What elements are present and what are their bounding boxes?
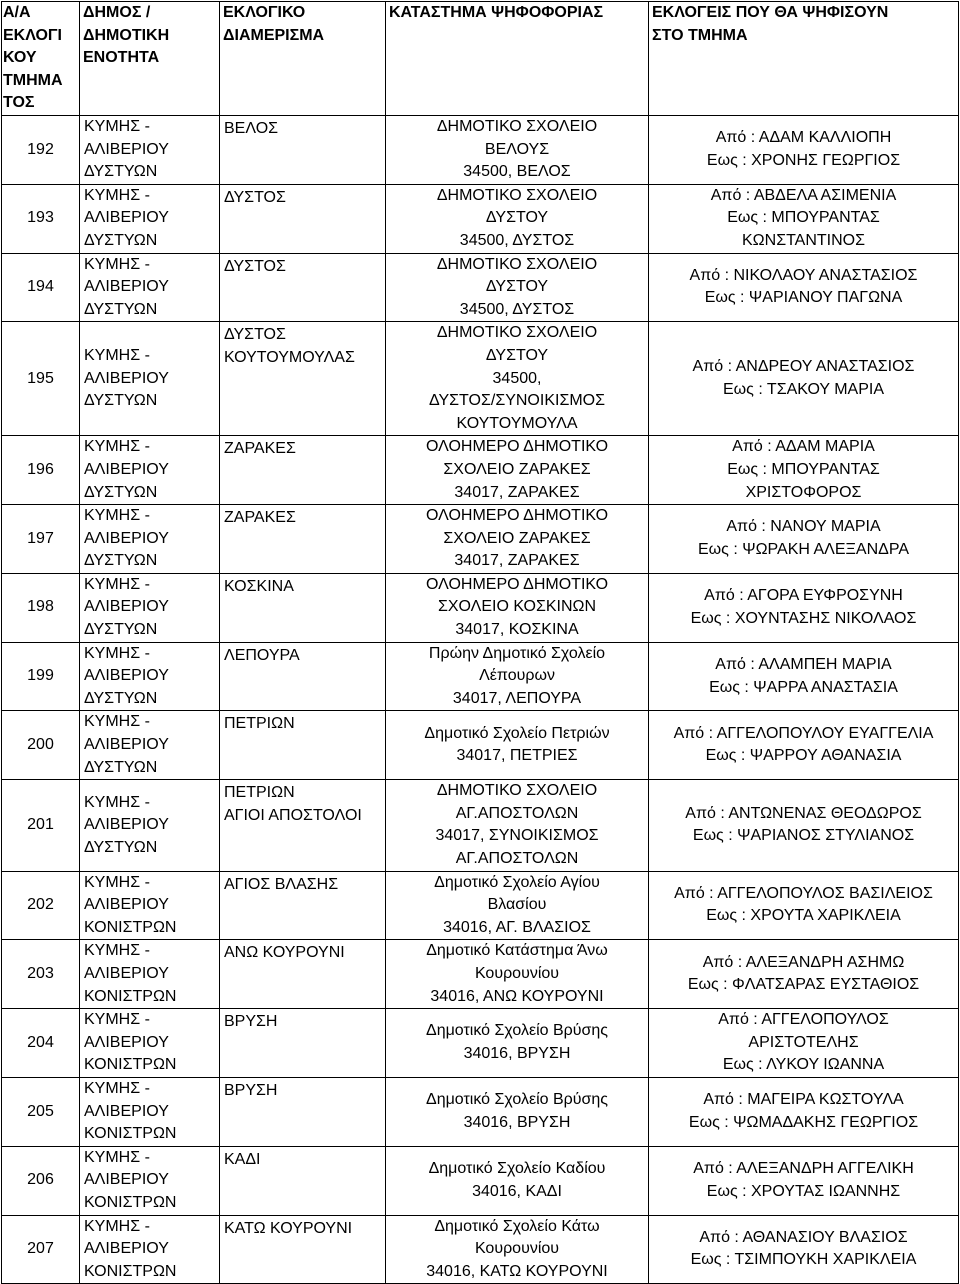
text-line: ΚΟΝΙΣΤΡΩΝ: [84, 1125, 177, 1143]
text-line: ΚΑΤΑΣΤΗΜΑ ΨΗΦΟΦΟΡΙΑΣ: [389, 4, 604, 21]
text-line: Α/Α: [3, 4, 31, 21]
header-aa: [2, 2, 80, 116]
text-line: ΚΥΜΗΣ -: [84, 713, 150, 731]
text-line: 34017, ΣΥΝΟΙΚΙΣΜΟΣ: [435, 827, 599, 845]
section-number-cell: 195: [2, 322, 80, 436]
text-line: 34017, ΖΑΡΑΚΕΣ: [454, 552, 580, 570]
text-line: ΑΓΙΟΙ ΑΠΟΣΤΟΛΟΙ: [224, 806, 362, 824]
text-line: ΑΛΙΒΕΡΙΟΥ: [84, 529, 169, 547]
section-number-cell: 198: [2, 573, 80, 642]
text-line: ΑΛΙΒΕΡΙΟΥ: [84, 1102, 169, 1120]
voters-range-cell: [649, 573, 959, 642]
header-row: [2, 2, 959, 116]
municipality-cell: [80, 642, 220, 711]
text-line: ΑΛΙΒΕΡΙΟΥ: [84, 1171, 169, 1189]
text-line: ΔΗΜΟΤΙΚΟ ΣΧΟΛΕΙΟ: [436, 255, 598, 273]
text-line: Κουρουνίου: [474, 1240, 560, 1258]
text-line: ΠΕΤΡΙΩΝ: [224, 715, 295, 733]
header-voters: [649, 2, 959, 116]
text-line: ΚΥΜΗΣ -: [84, 186, 150, 204]
polling-station-cell: [386, 1215, 649, 1284]
text-line: Δημοτικό Σχολείο Κάτω: [434, 1217, 600, 1235]
section-number-cell: 199: [2, 642, 80, 711]
text-line: ΚΥΜΗΣ -: [84, 575, 150, 593]
text-line: ΑΡΙΣΤΟΤΕΛΗΣ: [748, 1033, 859, 1051]
text-line: ΕΚΛΟΓΙΚΟ: [223, 4, 306, 21]
text-line: Εως : ΧΟΥΝΤΑΣΗΣ ΝΙΚΟΛΑΟΣ: [690, 609, 917, 627]
text-line: Από : ΑΛΕΞΑΝΔΡΗ ΑΓΓΕΛΙΚΗ: [693, 1160, 914, 1178]
electoral-district-cell: [220, 642, 386, 711]
text-line: ΣΧΟΛΕΙΟ ΚΟΣΚΙΝΩΝ: [437, 598, 597, 616]
voters-range-cell: [649, 505, 959, 574]
polling-stations-table: [1, 1, 959, 1284]
section-number-cell: 203: [2, 940, 80, 1009]
section-number-cell: 207: [2, 1215, 80, 1284]
table-row: [2, 322, 959, 436]
text-line: ΚΟΝΙΣΤΡΩΝ: [84, 1262, 177, 1280]
text-line: Εως : ΧΡΟΝΗΣ ΓΕΩΡΓΙΟΣ: [706, 151, 901, 169]
text-line: ΤΟΣ: [3, 94, 35, 112]
electoral-district-cell: [220, 116, 386, 185]
text-line: ΑΛΙΒΕΡΙΟΥ: [84, 369, 169, 387]
text-line: ΚΥΜΗΣ -: [84, 1011, 150, 1029]
polling-station-cell: [386, 1146, 649, 1215]
text-line: Εως : ΧΡΟΥΤΑΣ ΙΩΑΝΝΗΣ: [706, 1182, 901, 1200]
text-line: ΔΥΣΤΟΥ: [485, 209, 549, 227]
table-row: [2, 871, 959, 940]
text-line: 34500, ΔΥΣΤΟΣ: [459, 231, 575, 249]
text-line: ΚΟΝΙΣΤΡΩΝ: [84, 918, 177, 936]
text-line: Από : ΑΓΓΕΛΟΠΟΥΛΟΣ ΒΑΣΙΛΕΙΟΣ: [674, 884, 933, 902]
text-line: ΒΕΛΟΥΣ: [484, 140, 550, 158]
section-number-cell: 201: [2, 780, 80, 871]
text-line: ΚΥΜΗΣ -: [84, 873, 150, 891]
text-line: ΚΑΤΩ ΚΟΥΡΟΥΝΙ: [224, 1219, 353, 1237]
section-number-cell: 200: [2, 711, 80, 780]
text-line: ΚΥΜΗΣ -: [84, 1148, 150, 1166]
polling-station-cell: [386, 116, 649, 185]
text-line: ΚΥΜΗΣ -: [84, 793, 150, 811]
municipality-cell: [80, 253, 220, 322]
table-row: [2, 711, 959, 780]
text-line: ΚΥΜΗΣ -: [84, 438, 150, 456]
table-row: [2, 505, 959, 574]
section-number-cell: 194: [2, 253, 80, 322]
electoral-district-cell: [220, 1009, 386, 1078]
text-line: 34016, ΒΡΥΣΗ: [463, 1113, 571, 1131]
text-line: ΣΧΟΛΕΙΟ ΖΑΡΑΚΕΣ: [443, 529, 591, 547]
text-line: ΔΗΜΟΤΙΚΟ ΣΧΟΛΕΙΟ: [436, 118, 598, 135]
voters-range-cell: [649, 253, 959, 322]
municipality-cell: [80, 1146, 220, 1215]
text-line: Εως : ΤΣΑΚΟΥ ΜΑΡΙΑ: [723, 380, 884, 398]
municipality-cell: [80, 711, 220, 780]
text-line: ΑΝΩ ΚΟΥΡΟΥΝΙ: [224, 944, 345, 962]
text-line: ΔΥΣΤΟΣ: [224, 257, 286, 275]
table-row: [2, 780, 959, 871]
header-katastima: [386, 2, 649, 116]
section-number-cell: 192: [2, 116, 80, 185]
text-line: ΚΟΝΙΣΤΡΩΝ: [84, 987, 177, 1005]
municipality-cell: [80, 780, 220, 871]
table-row: [2, 573, 959, 642]
text-line: Δημοτικό Σχολείο Βρύσης: [426, 1022, 608, 1040]
table-row: [2, 1215, 959, 1284]
polling-station-cell: [386, 184, 649, 253]
text-line: Εως : ΨΩΡΑΚΗ ΑΛΕΞΑΝΔΡΑ: [698, 540, 909, 558]
table-row: [2, 253, 959, 322]
text-line: ΔΥΣΤΟΣ: [224, 188, 286, 206]
text-line: Από : ΑΓΓΕΛΟΠΟΥΛΟΣ: [718, 1011, 889, 1029]
electoral-district-cell: [220, 780, 386, 871]
text-line: Εως : ΧΡΟΥΤΑ ΧΑΡΙΚΛΕΙΑ: [706, 907, 901, 925]
voters-range-cell: [649, 116, 959, 185]
text-line: Εως : ΜΠΟΥΡΑΝΤΑΣ: [727, 209, 880, 227]
text-line: Εως : ΨΑΡΙΑΝΟΣ ΣΤΥΛΙΑΝΟΣ: [692, 827, 915, 845]
polling-station-cell: [386, 1077, 649, 1146]
electoral-district-cell: [220, 253, 386, 322]
text-line: ΛΕΠΟΥΡΑ: [224, 646, 300, 664]
text-line: ΧΡΙΣΤΟΦΟΡΟΣ: [745, 483, 862, 501]
text-line: Βλασίου: [487, 896, 547, 914]
electoral-district-cell: [220, 322, 386, 436]
table-row: [2, 184, 959, 253]
text-line: ΑΛΙΒΕΡΙΟΥ: [84, 1033, 169, 1051]
text-line: ΔΥΣΤΥΩΝ: [84, 621, 158, 639]
electoral-district-cell: [220, 871, 386, 940]
text-line: Από : ΑΓΟΡΑ ΕΥΦΡΟΣΥΝΗ: [704, 587, 903, 605]
text-line: Εως : ΨΑΡΡΟΥ ΑΘΑΝΑΣΙΑ: [705, 747, 902, 765]
municipality-cell: [80, 116, 220, 185]
voters-range-cell: [649, 1009, 959, 1078]
voters-range-cell: [649, 1146, 959, 1215]
text-line: 34016, ΒΡΥΣΗ: [463, 1045, 571, 1063]
text-line: ΒΡΥΣΗ: [224, 1081, 278, 1099]
text-line: 34017, ΠΕΤΡΙΕΣ: [456, 747, 578, 765]
text-line: ΔΥΣΤΟΣ/ΣΥΝΟΙΚΙΣΜΟΣ: [428, 392, 605, 410]
text-line: ΖΑΡΑΚΕΣ: [224, 509, 296, 527]
text-line: ΚΥΜΗΣ -: [84, 255, 150, 273]
text-line: ΑΓΙΟΣ ΒΛΑΣΗΣ: [224, 875, 339, 893]
electoral-district-cell: [220, 940, 386, 1009]
text-line: Εως : ΜΠΟΥΡΑΝΤΑΣ: [727, 460, 880, 478]
text-line: Από : ΑΛΑΜΠΕΗ ΜΑΡΙΑ: [715, 655, 892, 673]
municipality-cell: [80, 1077, 220, 1146]
text-line: 34017, ΖΑΡΑΚΕΣ: [454, 483, 580, 501]
text-line: Εως : ΨΑΡΙΑΝΟΥ ΠΑΓΩΝΑ: [704, 289, 903, 307]
municipality-cell: [80, 184, 220, 253]
text-line: ΟΛΟΗΜΕΡΟ ΔΗΜΟΤΙΚΟ: [425, 507, 609, 525]
table-row: [2, 940, 959, 1009]
electoral-district-cell: [220, 1215, 386, 1284]
polling-station-cell: [386, 711, 649, 780]
text-line: 34016, ΚΑΔΙ: [472, 1182, 562, 1200]
table-row: [2, 642, 959, 711]
text-line: Από : ΝΑΝΟΥ ΜΑΡΙΑ: [726, 518, 881, 536]
voters-range-cell: [649, 940, 959, 1009]
text-line: Από : ΑΓΓΕΛΟΠΟΥΛΟΥ ΕΥΑΓΓΕΛΙΑ: [673, 724, 934, 742]
voters-range-cell: [649, 436, 959, 505]
text-line: ΑΛΙΒΕΡΙΟΥ: [84, 667, 169, 685]
polling-station-cell: [386, 1009, 649, 1078]
text-line: 34017, ΚΟΣΚΙΝΑ: [455, 621, 579, 639]
polling-station-cell: [386, 871, 649, 940]
text-line: ΔΥΣΤΥΩΝ: [84, 392, 158, 410]
electoral-district-cell: [220, 184, 386, 253]
section-number-cell: 196: [2, 436, 80, 505]
text-line: ΑΛΙΒΕΡΙΟΥ: [84, 460, 169, 478]
text-line: ΖΑΡΑΚΕΣ: [224, 440, 296, 458]
text-line: ΚΟΝΙΣΤΡΩΝ: [84, 1193, 177, 1211]
text-line: ΒΡΥΣΗ: [224, 1013, 278, 1031]
text-line: Πρώην Δημοτικό Σχολείο: [428, 644, 606, 662]
text-line: ΔΥΣΤΥΩΝ: [84, 838, 158, 856]
text-line: 34016, ΚΑΤΩ ΚΟΥΡΟΥΝΙ: [426, 1262, 608, 1280]
text-line: ΕΚΛΟΓΕΙΣ ΠΟΥ ΘΑ ΨΗΦΙΣΟΥΝ: [652, 4, 889, 21]
text-line: ΟΛΟΗΜΕΡΟ ΔΗΜΟΤΙΚΟ: [425, 438, 609, 456]
voters-range-cell: [649, 1215, 959, 1284]
voters-range-cell: [649, 780, 959, 871]
text-line: ΕΝΟΤΗΤΑ: [83, 49, 160, 67]
header-diamerisma: [220, 2, 386, 116]
text-line: Δημοτικό Σχολείο Αγίου: [434, 873, 600, 891]
section-number-cell: 193: [2, 184, 80, 253]
text-line: ΣΤΟ ΤΜΗΜΑ: [652, 26, 748, 44]
polling-station-cell: [386, 940, 649, 1009]
text-line: ΟΛΟΗΜΕΡΟ ΔΗΜΟΤΙΚΟ: [425, 575, 609, 593]
text-line: Δημοτικό Σχολείο Βρύσης: [426, 1091, 608, 1109]
text-line: 34500, ΒΕΛΟΣ: [463, 163, 571, 181]
text-line: ΔΥΣΤΥΩΝ: [84, 300, 158, 318]
text-line: Από : ΜΑΓΕΙΡΑ ΚΩΣΤΟΥΛΑ: [703, 1091, 904, 1109]
section-number-cell: 206: [2, 1146, 80, 1215]
municipality-cell: [80, 505, 220, 574]
text-line: ΕΚΛΟΓΙ: [3, 26, 62, 44]
text-line: Δημοτικό Σχολείο Πετριών: [424, 724, 610, 742]
text-line: ΑΛΙΒΕΡΙΟΥ: [84, 896, 169, 914]
text-line: ΔΥΣΤΥΩΝ: [84, 758, 158, 776]
text-line: ΚΥΜΗΣ -: [84, 644, 150, 662]
text-line: ΤΜΗΜΑ: [3, 71, 63, 89]
text-line: ΣΧΟΛΕΙΟ ΖΑΡΑΚΕΣ: [443, 460, 591, 478]
polling-station-cell: [386, 505, 649, 574]
text-line: ΠΕΤΡΙΩΝ: [224, 784, 295, 802]
text-line: 34017, ΛΕΠΟΥΡΑ: [452, 689, 582, 707]
text-line: ΑΛΙΒΕΡΙΟΥ: [84, 209, 169, 227]
text-line: ΔΥΣΤΥΩΝ: [84, 163, 158, 181]
text-line: ΔΥΣΤΟΣ: [224, 326, 286, 344]
text-line: ΚΟΝΙΣΤΡΩΝ: [84, 1056, 177, 1074]
text-line: Από : ΑΘΑΝΑΣΙΟΥ ΒΛΑΣΙΟΣ: [699, 1228, 908, 1246]
text-line: Κουρουνίου: [474, 964, 560, 982]
text-line: ΑΓ.ΑΠΟΣΤΟΛΩΝ: [455, 850, 579, 867]
section-number-cell: 197: [2, 505, 80, 574]
text-line: Εως : ΤΣΙΜΠΟΥΚΗ ΧΑΡΙΚΛΕΙΑ: [690, 1251, 917, 1269]
electoral-district-cell: [220, 711, 386, 780]
voters-range-cell: [649, 711, 959, 780]
text-line: Από : ΝΙΚΟΛΑΟΥ ΑΝΑΣΤΑΣΙΟΣ: [689, 266, 918, 284]
text-line: 34016, ΑΝΩ ΚΟΥΡΟΥΝΙ: [430, 987, 604, 1005]
text-line: ΑΛΙΒΕΡΙΟΥ: [84, 1240, 169, 1258]
polling-station-cell: [386, 436, 649, 505]
text-line: ΔΗΜΟΤΙΚΗ: [83, 26, 170, 44]
polling-station-cell: [386, 253, 649, 322]
text-line: ΔΙΑΜΕΡΙΣΜΑ: [223, 26, 325, 44]
header-dimos: [80, 2, 220, 116]
text-line: Από : ΑΔΑΜ ΜΑΡΙΑ: [732, 438, 875, 456]
text-line: Λέπουρων: [479, 667, 555, 685]
voters-range-cell: [649, 1077, 959, 1146]
table-row: [2, 1146, 959, 1215]
municipality-cell: [80, 1009, 220, 1078]
text-line: Από : ΑΒΔΕΛΑ ΑΣΙΜΕΝΙΑ: [710, 186, 897, 204]
voters-range-cell: [649, 322, 959, 436]
text-line: ΑΛΙΒΕΡΙΟΥ: [84, 736, 169, 754]
text-line: ΚΟΥ: [3, 49, 37, 67]
municipality-cell: [80, 322, 220, 436]
text-line: ΚΩΝΣΤΑΝΤΙΝΟΣ: [742, 231, 865, 249]
text-line: Από : ΑΔΑΜ ΚΑΛΛΙΟΠΗ: [715, 129, 892, 147]
municipality-cell: [80, 1215, 220, 1284]
text-line: Από : ΑΝΤΩΝΕΝΑΣ ΘΕΟΔΩΡΟΣ: [685, 804, 922, 822]
text-line: Εως : ΦΛΑΤΣΑΡΑΣ ΕΥΣΤΑΘΙΟΣ: [687, 976, 920, 994]
municipality-cell: [80, 940, 220, 1009]
text-line: ΚΥΜΗΣ -: [84, 1079, 150, 1097]
polling-station-cell: [386, 642, 649, 711]
text-line: ΚΟΣΚΙΝΑ: [224, 577, 294, 595]
electoral-district-cell: [220, 436, 386, 505]
table-row: [2, 1009, 959, 1078]
section-number-cell: 202: [2, 871, 80, 940]
text-line: ΔΥΣΤΥΩΝ: [84, 689, 158, 707]
text-line: Εως : ΨΩΜΑΔΑΚΗΣ ΓΕΩΡΓΙΟΣ: [688, 1113, 919, 1131]
text-line: ΚΟΥΤΟΥΜΟΥΛΑΣ: [224, 348, 355, 366]
text-line: ΔΗΜΟΤΙΚΟ ΣΧΟΛΕΙΟ: [436, 782, 598, 800]
text-line: ΚΟΥΤΟΥΜΟΥΛΑ: [456, 414, 578, 432]
electoral-district-cell: [220, 1146, 386, 1215]
table-row: [2, 116, 959, 185]
text-line: ΑΛΙΒΕΡΙΟΥ: [84, 964, 169, 982]
text-line: ΚΥΜΗΣ -: [84, 118, 150, 135]
text-line: ΔΥΣΤΥΩΝ: [84, 483, 158, 501]
section-number-cell: 205: [2, 1077, 80, 1146]
municipality-cell: [80, 573, 220, 642]
text-line: Εως : ΨΑΡΡΑ ΑΝΑΣΤΑΣΙΑ: [709, 678, 898, 696]
text-line: Εως : ΛΥΚΟΥ ΙΩΑΝΝΑ: [722, 1056, 885, 1074]
text-line: ΚΥΜΗΣ -: [84, 942, 150, 960]
text-line: ΔΗΜΟΤΙΚΟ ΣΧΟΛΕΙΟ: [436, 186, 598, 204]
text-line: ΔΗΜΟΤΙΚΟ ΣΧΟΛΕΙΟ: [436, 324, 598, 342]
text-line: ΒΕΛΟΣ: [224, 120, 279, 137]
text-line: ΑΛΙΒΕΡΙΟΥ: [84, 598, 169, 616]
text-line: ΑΛΙΒΕΡΙΟΥ: [84, 278, 169, 296]
text-line: 34016, ΑΓ. ΒΛΑΣΙΟΣ: [443, 918, 591, 936]
text-line: Δημοτικό Σχολείο Καδίου: [428, 1160, 606, 1178]
polling-station-cell: [386, 780, 649, 871]
voters-range-cell: [649, 642, 959, 711]
text-line: ΔΥΣΤΟΥ: [485, 346, 549, 364]
text-line: ΔΥΣΤΟΥ: [485, 278, 549, 296]
text-line: ΔΥΣΤΥΩΝ: [84, 231, 158, 249]
municipality-cell: [80, 871, 220, 940]
voters-range-cell: [649, 184, 959, 253]
table-row: [2, 436, 959, 505]
table-row: [2, 1077, 959, 1146]
text-line: ΑΓ.ΑΠΟΣΤΟΛΩΝ: [455, 804, 579, 822]
text-line: ΔΗΜΟΣ /: [83, 4, 151, 21]
text-line: 34500,: [492, 369, 542, 387]
text-line: ΚΥΜΗΣ -: [84, 1217, 150, 1235]
municipality-cell: [80, 436, 220, 505]
text-line: Από : ΑΛΕΞΑΝΔΡΗ ΑΣΗΜΩ: [702, 953, 905, 971]
voters-range-cell: [649, 871, 959, 940]
text-line: ΑΛΙΒΕΡΙΟΥ: [84, 816, 169, 834]
section-number-cell: 204: [2, 1009, 80, 1078]
text-line: Από : ΑΝΔΡΕΟΥ ΑΝΑΣΤΑΣΙΟΣ: [692, 358, 915, 376]
text-line: 34500, ΔΥΣΤΟΣ: [459, 300, 575, 318]
text-line: ΚΥΜΗΣ -: [84, 346, 150, 364]
polling-station-cell: [386, 322, 649, 436]
text-line: ΔΥΣΤΥΩΝ: [84, 552, 158, 570]
electoral-district-cell: [220, 505, 386, 574]
text-line: ΚΑΔΙ: [224, 1150, 261, 1168]
text-line: ΑΛΙΒΕΡΙΟΥ: [84, 140, 169, 158]
text-line: ΚΥΜΗΣ -: [84, 507, 150, 525]
electoral-district-cell: [220, 1077, 386, 1146]
electoral-district-cell: [220, 573, 386, 642]
polling-station-cell: [386, 573, 649, 642]
table-body: [2, 116, 959, 1284]
text-line: Δημοτικό Κατάστημα Άνω: [426, 942, 608, 960]
